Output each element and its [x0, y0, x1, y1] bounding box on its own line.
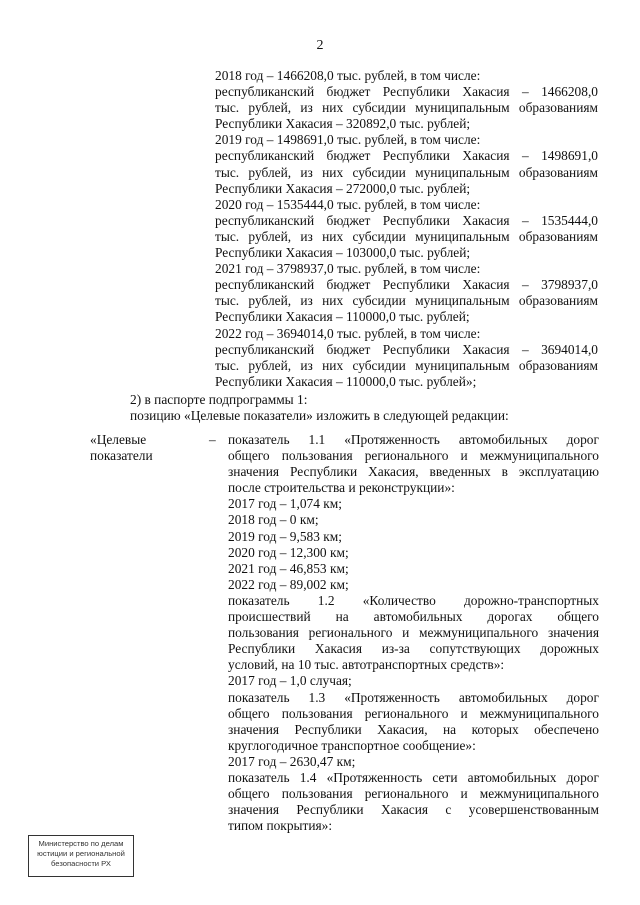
indicator-line: 2017 год – 1,074 км; [228, 496, 342, 512]
funding-text-block [215, 68, 598, 390]
funding-line: Республики Хакасия – 272000,0 тыс. рублей; [215, 180, 471, 196]
funding-line: тыс. рублей, из них субсидии муниципальным образованиям [215, 164, 598, 180]
funding-line: 2019 год – 1498691,0 тыс. рублей, в том числе: [215, 132, 481, 148]
funding-line: 2022 год – 3694014,0 тыс. рублей, в том числе: [215, 325, 481, 341]
indicator-line: 2017 год – 1,0 случая; [228, 673, 352, 689]
indicator-line: 2019 год – 9,583 км; [228, 528, 342, 544]
stamp-line: юстиции и региональной [37, 849, 125, 858]
ministry-stamp [28, 835, 134, 877]
label-line: «Целевые [90, 432, 147, 447]
indicator-line: показатель 1.1 «Протяженность автомобильных дорог [228, 432, 599, 447]
indicator-line: 2020 год – 12,300 км; [228, 544, 349, 560]
indicator-line: 2021 год – 46,853 км; [228, 560, 349, 576]
indicator-line: 2022 год – 89,002 км; [228, 576, 349, 592]
funding-line: тыс. рублей, из них субсидии муниципальным образованиям [215, 100, 598, 116]
indicator-line: показатель 1.3 «Протяженность автомобильных дорог [228, 689, 599, 705]
stamp-line: безопасности РХ [51, 859, 111, 868]
funding-line: республиканский бюджет Республики Хакасия – 3798937,0 [215, 277, 598, 293]
funding-line: 2020 год – 1535444,0 тыс. рублей, в том числе: [215, 196, 481, 212]
funding-line: республиканский бюджет Республики Хакасия – 1466208,0 [215, 84, 598, 100]
stamp-line: Министерство по делам [38, 839, 124, 848]
indicator-line: показатель 1.4 «Протяженность сети автомобильных дорог [228, 769, 599, 785]
indicator-line: типом покрытия»: [228, 818, 333, 834]
funding-line: тыс. рублей, из них субсидии муниципальным образованиям [215, 293, 598, 309]
separator-dash: – [209, 432, 216, 447]
funding-line: тыс. рублей, из них субсидии муниципальным образованиям [215, 228, 598, 244]
indicator-line: 2018 год – 0 км; [228, 512, 319, 528]
indicator-line: после строительства и реконструкции»: [228, 480, 455, 496]
indicator-line: показатель 1.2 «Количество дорожно-транспортных [228, 592, 599, 608]
item-2-heading: 2) в паспорте подпрограммы 1: [130, 392, 308, 407]
indicator-line: общего пользования регионального и межмуниципального [228, 705, 599, 721]
funding-line: республиканский бюджет Республики Хакасия – 1498691,0 [215, 148, 598, 164]
indicator-line: происшествий на автомобильных дорогах общего [228, 609, 599, 625]
target-indicators-text [228, 432, 599, 834]
indicator-line: значения Республики Хакасия с усовершенствованным [228, 802, 599, 818]
indicator-line: общего пользования регионального и межмуниципального [228, 448, 599, 464]
funding-line: Республики Хакасия – 110000,0 тыс. рублей»; [215, 373, 477, 389]
indicator-line: 2017 год – 2630,47 км; [228, 753, 356, 769]
indicator-line: пользования регионального и межмуниципального значения [228, 625, 599, 641]
funding-line: Республики Хакасия – 110000,0 тыс. рублей; [215, 309, 470, 325]
target-indicators-label [90, 432, 200, 464]
funding-line: 2018 год – 1466208,0 тыс. рублей, в том числе: [215, 68, 481, 83]
funding-line: Республики Хакасия – 320892,0 тыс. рублей; [215, 116, 471, 132]
indicator-line: условий, на 10 тыс. автотранспортных средств»: [228, 657, 505, 673]
funding-line: республиканский бюджет Республики Хакасия – 1535444,0 [215, 212, 598, 228]
indicator-line: общего пользования регионального и межмуниципального [228, 786, 599, 802]
indicator-line: значения Республики Хакасия, на которых обеспечено [228, 721, 599, 737]
page-number: 2 [316, 38, 324, 53]
indicator-line: Республики Хакасия из-за сопутствующих дорожных [228, 641, 599, 657]
funding-line: тыс. рублей, из них субсидии муниципальным образованиям [215, 357, 598, 373]
indicator-line: значения Республики Хакасия, введенных в эксплуатацию [228, 464, 599, 480]
indicator-line: круглогодичное транспортное сообщение»: [228, 737, 476, 753]
funding-line: Республики Хакасия – 103000,0 тыс. рублей; [215, 245, 471, 261]
position-instruction: позицию «Целевые показатели» изложить в следующей редакции: [130, 408, 509, 423]
funding-line: республиканский бюджет Республики Хакасия – 3694014,0 [215, 341, 598, 357]
funding-line: 2021 год – 3798937,0 тыс. рублей, в том числе: [215, 261, 481, 277]
label-line: показатели [90, 448, 153, 464]
